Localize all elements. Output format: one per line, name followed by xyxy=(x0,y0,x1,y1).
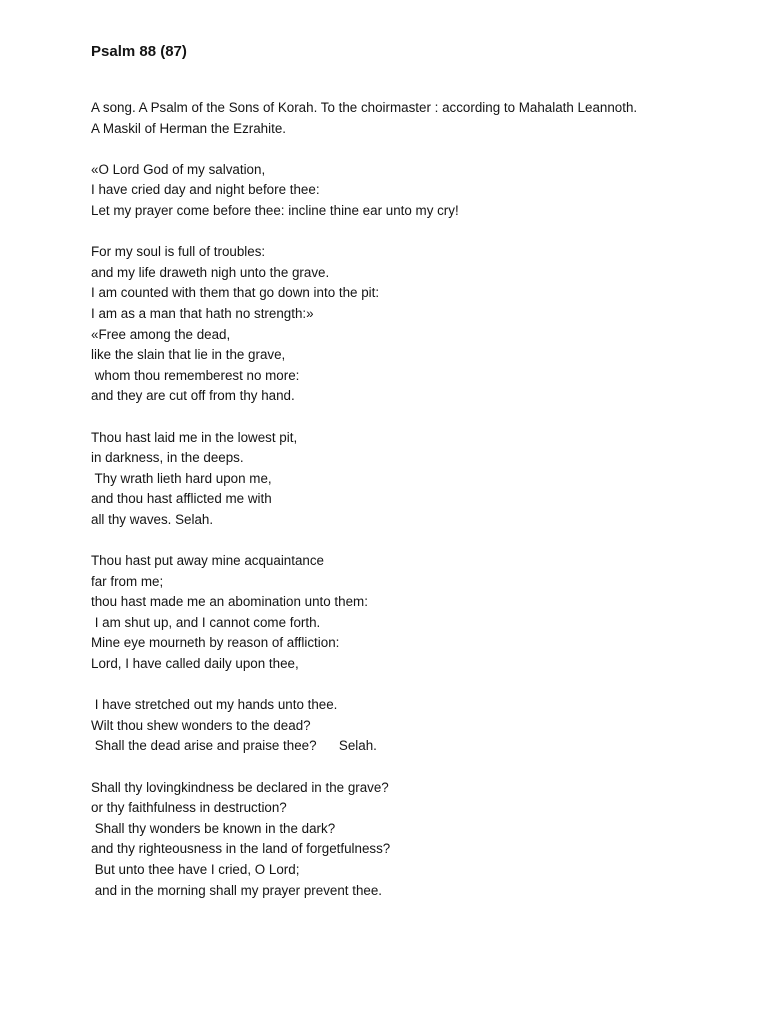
verse-line: in darkness, in the deeps. xyxy=(91,450,244,466)
verse-line: or thy faithfulness in destruction? xyxy=(91,800,287,816)
verse-line: Let my prayer come before thee: incline thine ear unto my cry! xyxy=(91,202,459,218)
verse-line: Mine eye mourneth by reason of affliction: xyxy=(91,635,340,651)
verse-line: I am as a man that hath no strength:» xyxy=(91,305,314,321)
verse-line: Shall the dead arise and praise thee? Selah. xyxy=(91,738,377,754)
psalm-text xyxy=(91,98,751,901)
verse-line: Thy wrath lieth hard upon me, xyxy=(91,470,272,486)
verse-line: Thou hast put away mine acquaintance xyxy=(91,553,324,569)
blank-line xyxy=(91,139,751,160)
blank-line xyxy=(91,675,751,696)
verse-line: Shall thy lovingkindness be declared in the grave? xyxy=(91,779,389,795)
page-title: Psalm 88 (87) xyxy=(91,43,187,60)
verse-line: all thy waves. Selah. xyxy=(91,511,214,527)
verse-line: I am shut up, and I cannot come forth. xyxy=(91,614,321,630)
verse-line: Wilt thou shew wonders to the dead? xyxy=(91,717,311,733)
verse-line: far from me; xyxy=(91,573,164,589)
blank-line xyxy=(91,757,751,778)
blank-line xyxy=(91,222,751,243)
verse-line: Shall thy wonders be known in the dark? xyxy=(91,820,336,836)
verse-line: «Free among the dead, xyxy=(91,326,231,342)
verse-line: like the slain that lie in the grave, xyxy=(91,347,286,363)
verse-line: and thy righteousness in the land of forgetfulness? xyxy=(91,841,391,857)
verse-line: whom thou rememberest no more: xyxy=(91,367,300,383)
verse-line: «O Lord God of my salvation, xyxy=(91,161,266,177)
verse-line: and they are cut off from thy hand. xyxy=(91,388,295,404)
verse-line: and in the morning shall my prayer prevent thee. xyxy=(91,882,383,898)
verse-line: and my life draweth nigh unto the grave. xyxy=(91,264,330,280)
verse-line: A song. A Psalm of the Sons of Korah. To the choirmaster : according to Mahalath Leannoth. xyxy=(91,100,638,115)
blank-line xyxy=(91,530,751,551)
verse-line: For my soul is full of troubles: xyxy=(91,244,266,260)
blank-line xyxy=(91,407,751,428)
verse-line: and thou hast afflicted me with xyxy=(91,491,272,507)
verse-line: Lord, I have called daily upon thee, xyxy=(91,656,299,672)
verse-line: I am counted with them that go down into the pit: xyxy=(91,285,380,301)
verse-line: thou hast made me an abomination unto them: xyxy=(91,594,368,610)
verse-line: A Maskil of Herman the Ezrahite. xyxy=(91,120,286,136)
verse-line: I have cried day and night before thee: xyxy=(91,182,320,198)
verse-line: I have stretched out my hands unto thee. xyxy=(91,697,338,713)
verse-line: But unto thee have I cried, O Lord; xyxy=(91,861,300,877)
verse-line: Thou hast laid me in the lowest pit, xyxy=(91,429,298,445)
